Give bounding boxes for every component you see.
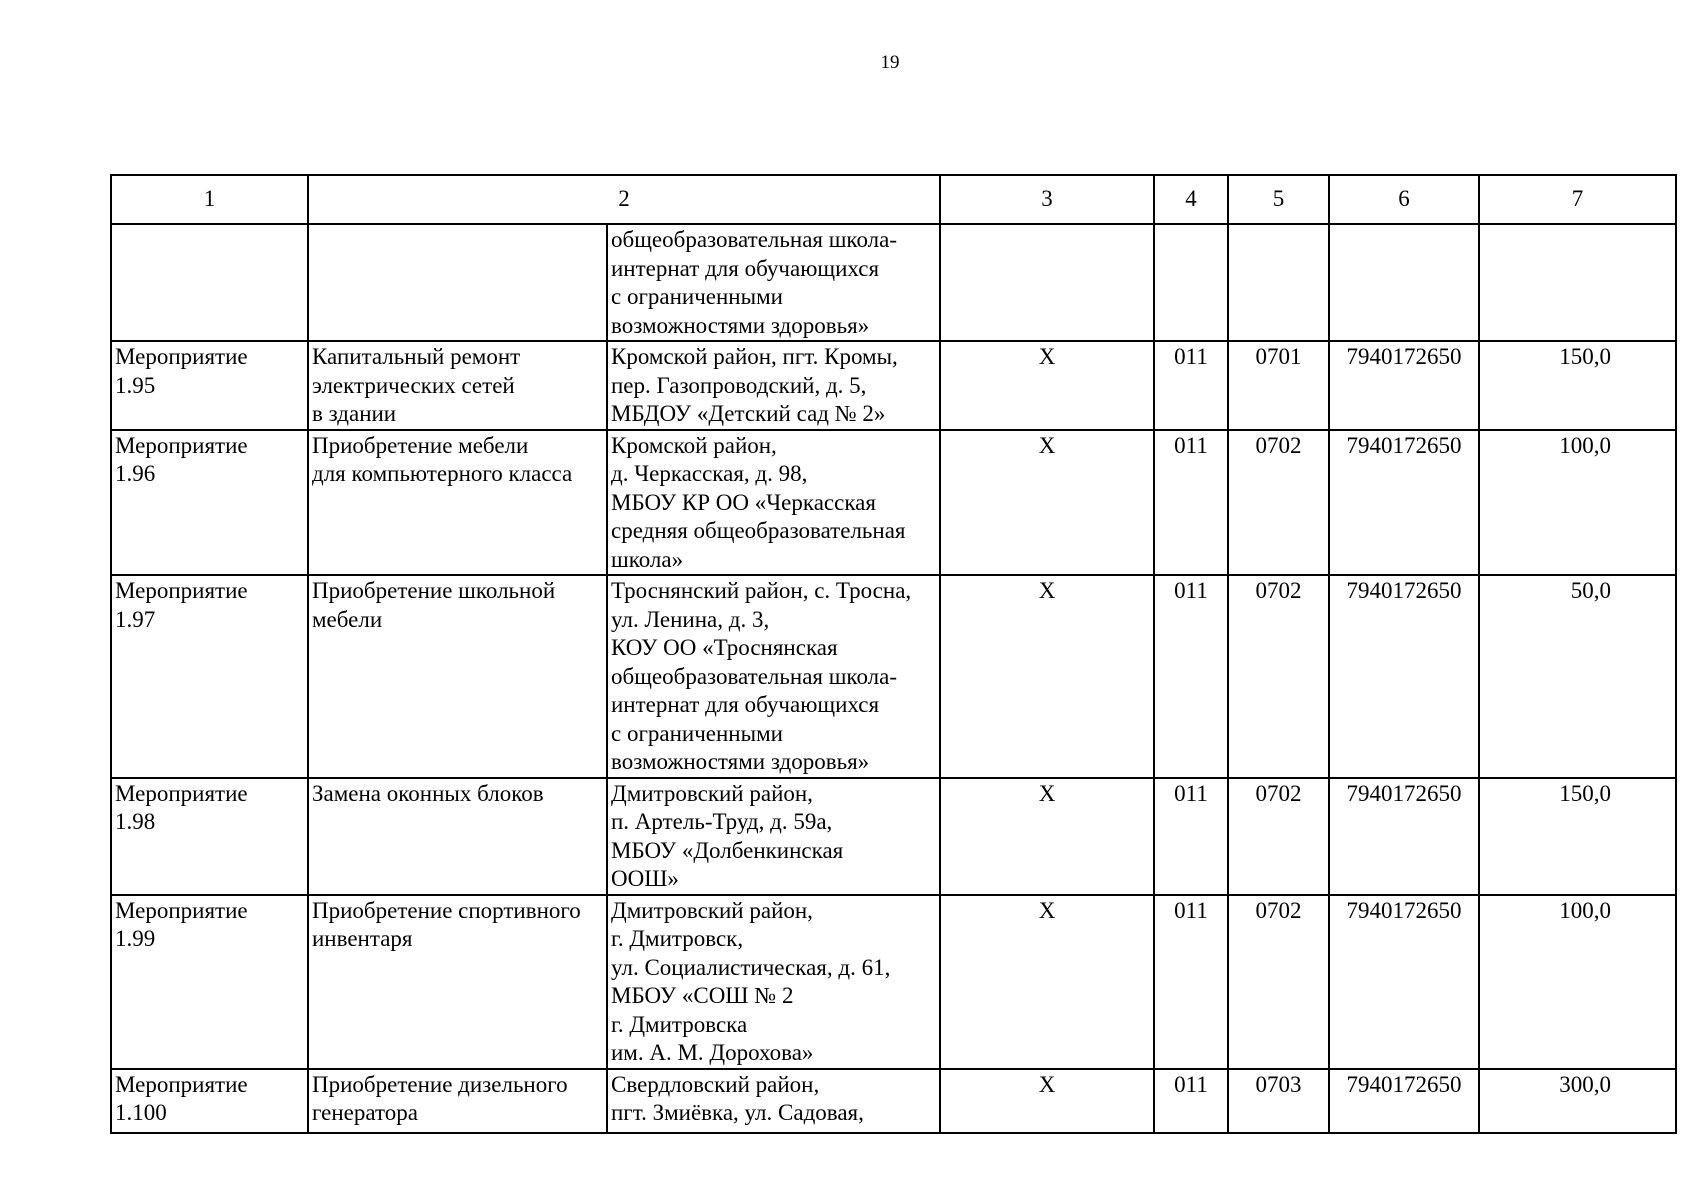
address-cell-line: КОУ ОО «Троснянская <box>611 635 838 660</box>
column-6-cell: 7940172650 <box>1329 341 1479 430</box>
header-cell-4: 4 <box>1154 175 1228 224</box>
amount-cell: 50,0 <box>1479 575 1676 778</box>
description-cell-line: Капитальный ремонт <box>312 344 521 369</box>
address-cell-line: им. А. М. Дорохова» <box>611 1040 814 1065</box>
address-cell-line: возможностями здоровья» <box>611 312 870 338</box>
description-cell-line: Приобретение дизельного <box>312 1071 568 1097</box>
event-cell-line: Мероприятие <box>115 578 248 603</box>
event-cell-line: Мероприятие <box>115 432 248 458</box>
address-cell-line: пгт. Змиёвка, ул. Садовая, <box>611 1100 864 1125</box>
address-cell <box>607 430 940 576</box>
column-5-cell: 0702 <box>1228 778 1329 895</box>
address-cell-line: интернат для обучающихся <box>611 255 880 281</box>
column-6-cell <box>1329 224 1479 341</box>
table-row <box>111 575 1676 778</box>
event-cell-line: Мероприятие <box>115 780 248 806</box>
description-cell-line: инвентаря <box>312 926 413 951</box>
event-cell-line: 1.96 <box>115 461 156 486</box>
column-5-cell <box>1228 224 1329 341</box>
address-cell-line: пер. Газопроводский, д. 5, <box>611 372 867 398</box>
column-3-cell: X <box>940 778 1154 895</box>
address-cell <box>607 575 940 778</box>
address-cell-line: ул. Социалистическая, д. 61, <box>611 954 891 980</box>
address-cell-line: с ограниченными <box>611 284 783 309</box>
description-cell-line: Приобретение спортивного <box>312 897 581 923</box>
description-cell-line: для компьютерного класса <box>312 461 573 486</box>
event-cell <box>111 224 308 341</box>
event-cell-line: 1.98 <box>115 809 156 834</box>
column-3-cell <box>940 224 1154 341</box>
event-cell-line: 1.100 <box>115 1100 167 1125</box>
column-4-cell: 011 <box>1154 341 1228 430</box>
address-cell-line: интернат для обучающихся <box>611 692 880 717</box>
column-3-cell: X <box>940 341 1154 430</box>
column-6-cell: 7940172650 <box>1329 430 1479 576</box>
column-3-cell: X <box>940 1069 1154 1133</box>
event-cell-line: 1.95 <box>115 372 156 398</box>
amount-cell: 100,0 <box>1479 430 1676 576</box>
budget-table <box>110 174 1677 1134</box>
column-6-cell: 7940172650 <box>1329 778 1479 895</box>
address-cell-line: ул. Ленина, д. 3, <box>611 606 770 632</box>
description-cell-line: в здании <box>312 401 397 426</box>
description-cell <box>308 1069 607 1133</box>
event-cell <box>111 778 308 895</box>
description-cell-line: генератора <box>312 1100 418 1125</box>
header-cell-5: 5 <box>1228 175 1329 224</box>
column-5-cell: 0702 <box>1228 430 1329 576</box>
address-cell-line: Дмитровский район, <box>611 780 813 806</box>
address-cell-line: Дмитровский район, <box>611 897 813 923</box>
column-4-cell: 011 <box>1154 575 1228 778</box>
table-row <box>111 224 1676 341</box>
amount-cell: 150,0 <box>1479 778 1676 895</box>
address-cell-line: МБОУ «СОШ № 2 <box>611 983 794 1008</box>
column-5-cell: 0701 <box>1228 341 1329 430</box>
description-cell-line: Замена оконных блоков <box>312 780 544 806</box>
description-cell-line: электрических сетей <box>312 372 515 398</box>
column-3-cell: X <box>940 575 1154 778</box>
address-cell-line: п. Артель-Труд, д. 59а, <box>611 809 833 834</box>
event-cell-line: Мероприятие <box>115 1071 248 1097</box>
event-cell-line: Мероприятие <box>115 344 248 369</box>
column-3-cell: X <box>940 430 1154 576</box>
description-cell <box>308 895 607 1069</box>
description-cell <box>308 341 607 430</box>
table-row <box>111 430 1676 576</box>
amount-cell: 150,0 <box>1479 341 1676 430</box>
event-cell-line: 1.97 <box>115 606 156 632</box>
header-cell-3: 3 <box>940 175 1154 224</box>
event-cell <box>111 575 308 778</box>
table-row <box>111 1069 1676 1133</box>
address-cell-line: д. Черкасская, д. 98, <box>611 461 808 486</box>
table-row <box>111 341 1676 430</box>
column-4-cell: 011 <box>1154 778 1228 895</box>
header-cell-6: 6 <box>1329 175 1479 224</box>
address-cell <box>607 778 940 895</box>
address-cell-line: с ограниченными <box>611 720 783 746</box>
address-cell-line: Кромской район, пгт. Кромы, <box>611 344 898 369</box>
event-cell <box>111 1069 308 1133</box>
event-cell <box>111 895 308 1069</box>
address-cell-line: Троснянский район, с. Тросна, <box>611 578 912 603</box>
header-cell-1: 1 <box>111 175 308 224</box>
header-cell-2: 2 <box>308 175 940 224</box>
event-cell-line: Мероприятие <box>115 897 248 923</box>
table-row <box>111 895 1676 1069</box>
amount-cell: 100,0 <box>1479 895 1676 1069</box>
column-4-cell: 011 <box>1154 430 1228 576</box>
column-6-cell: 7940172650 <box>1329 575 1479 778</box>
address-cell-line: средняя общеобразовательная <box>611 518 906 543</box>
description-cell <box>308 430 607 576</box>
address-cell-line: Свердловский район, <box>611 1071 820 1097</box>
table-row <box>111 778 1676 895</box>
address-cell-line: возможностями здоровья» <box>611 749 870 774</box>
address-cell-line: ООШ» <box>611 866 679 891</box>
column-5-cell: 0702 <box>1228 895 1329 1069</box>
description-cell <box>308 224 607 341</box>
address-cell <box>607 895 940 1069</box>
column-4-cell <box>1154 224 1228 341</box>
address-cell <box>607 341 940 430</box>
address-cell-line: МБОУ КР ОО «Черкасская <box>611 489 876 515</box>
description-cell-line: мебели <box>312 606 383 632</box>
column-6-cell: 7940172650 <box>1329 1069 1479 1133</box>
description-cell-line: Приобретение мебели <box>312 432 529 458</box>
amount-cell <box>1479 224 1676 341</box>
description-cell <box>308 575 607 778</box>
address-cell-line: МБОУ «Долбенкинская <box>611 837 844 863</box>
page-number: 19 <box>880 52 900 73</box>
address-cell-line: общеобразовательная школа- <box>611 663 897 689</box>
address-cell-line: г. Дмитровск, <box>611 926 744 951</box>
address-cell-line: МБДОУ «Детский сад № 2» <box>611 401 886 426</box>
column-4-cell: 011 <box>1154 895 1228 1069</box>
address-cell-line: Кромской район, <box>611 432 777 458</box>
address-cell-line: общеобразовательная школа- <box>611 227 897 252</box>
table-header-row <box>111 175 1676 224</box>
event-cell <box>111 341 308 430</box>
header-cell-7: 7 <box>1479 175 1676 224</box>
column-6-cell: 7940172650 <box>1329 895 1479 1069</box>
event-cell <box>111 430 308 576</box>
address-cell-line: г. Дмитровска <box>611 1011 748 1037</box>
amount-cell: 300,0 <box>1479 1069 1676 1133</box>
description-cell <box>308 778 607 895</box>
address-cell-line: школа» <box>611 546 684 572</box>
column-5-cell: 0703 <box>1228 1069 1329 1133</box>
description-cell-line: Приобретение школьной <box>312 578 556 603</box>
column-4-cell: 011 <box>1154 1069 1228 1133</box>
column-3-cell: X <box>940 895 1154 1069</box>
address-cell <box>607 224 940 341</box>
event-cell-line: 1.99 <box>115 926 156 951</box>
column-5-cell: 0702 <box>1228 575 1329 778</box>
address-cell <box>607 1069 940 1133</box>
